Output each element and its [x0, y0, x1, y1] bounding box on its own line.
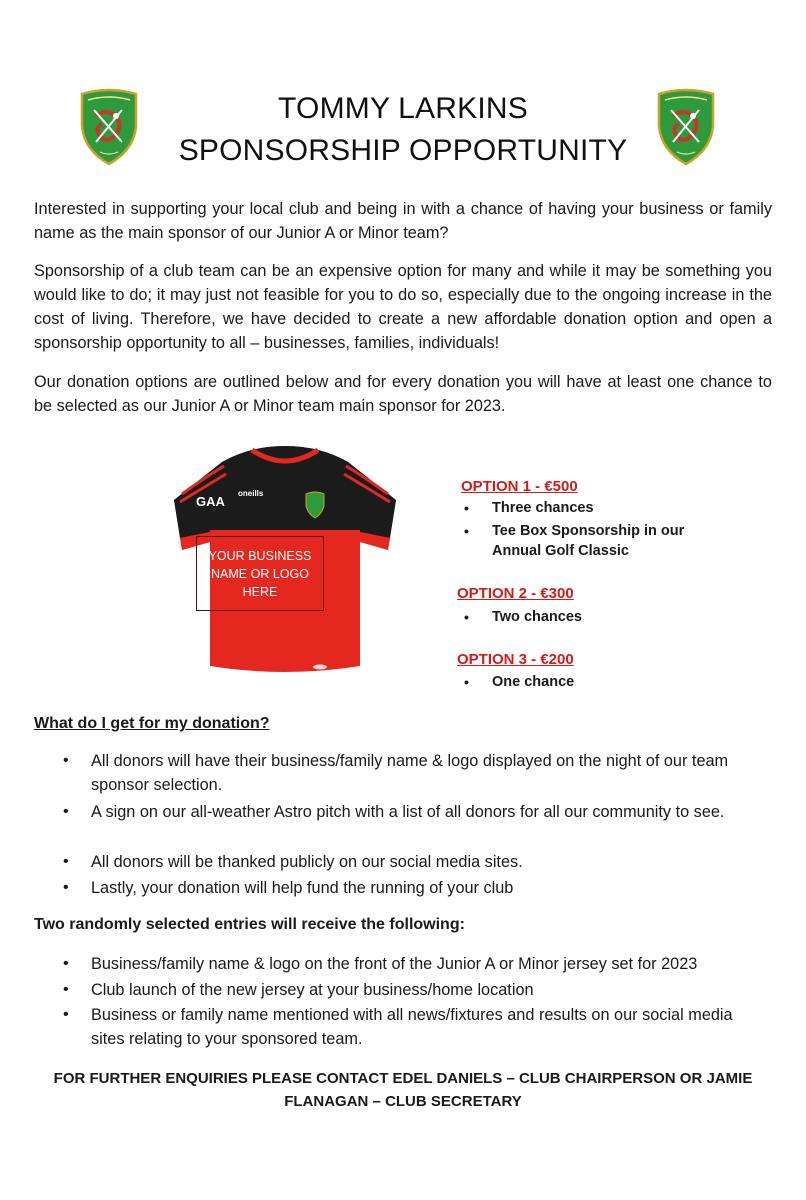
intro-paragraph-2: Sponsorship of a club team can be an expensive option for many and while it may be something you would like to do; it may just not feasible for you to do so, especially due to the ongoing increase in the cost of living. Therefore, we have decided to create a new affordable donation option and open a sponsorship opportunity to all – businesses, families, individuals!	[34, 262, 772, 352]
option-3-title: OPTION 3 - €200	[457, 651, 574, 668]
bullet-icon: •	[63, 1006, 69, 1023]
bullet-icon: •	[63, 752, 69, 769]
bullet-icon: •	[464, 523, 469, 539]
benefit-item: • Lastly, your donation will help fund the running of your club	[91, 876, 771, 900]
benefit-item: • A sign on our all-weather Astro pitch with a list of all donors for all our community to see.	[91, 800, 771, 824]
intro-paragraph-3: Our donation options are outlined below and for every donation you will have at least one chance to be selected as our Junior A or Minor team main sponsor for 2023.	[34, 373, 772, 415]
bullet-icon: •	[63, 879, 69, 896]
bullet-icon: •	[63, 803, 69, 820]
contact-line-2: FLANAGAN – CLUB SECRETARY	[284, 1093, 522, 1110]
bullet-icon: •	[464, 500, 469, 516]
page-title-line-2: SPONSORSHIP OPPORTUNITY	[178, 134, 628, 167]
option-1-title: OPTION 1 - €500	[461, 478, 578, 495]
page-title-line-1: TOMMY LARKINS	[278, 92, 528, 125]
option-1-item-2: • Tee Box Sponsorship in our Annual Golf Classic	[464, 523, 685, 559]
jersey-oneills-logo: oneills	[238, 489, 264, 498]
winner-item: • Business or family name mentioned with all news/fixtures and results on our social media sites relating to your sponsored team.	[91, 1003, 751, 1051]
contact-line-1: FOR FURTHER ENQUIRIES PLEASE CONTACT EDEL DANIELS – CLUB CHAIRPERSON OR JAMIE	[53, 1070, 753, 1087]
bullet-icon: •	[63, 955, 69, 972]
bullet-icon: •	[63, 981, 69, 998]
benefit-item: • All donors will have their business/family name & logo displayed on the night of our team sponsor selection.	[91, 749, 771, 797]
contact-footer	[20, 1067, 786, 1113]
winners-heading: Two randomly selected entries will receive the following:	[34, 916, 465, 933]
bullet-icon: •	[464, 609, 469, 625]
sponsor-logo-placeholder: YOUR BUSINESS NAME OR LOGO HERE	[196, 536, 324, 611]
bullet-icon: •	[63, 853, 69, 870]
option-3-item-1: • One chance	[464, 674, 575, 690]
bullet-icon: •	[464, 674, 469, 690]
winner-item: • Club launch of the new jersey at your business/home location	[91, 978, 771, 1002]
intro-paragraph-1: Interested in supporting your local club and being in with a chance of having your business or family name as the main sponsor of our Junior A or Minor team?	[34, 200, 772, 242]
option-1-item-1: • Three chances	[464, 500, 594, 516]
jersey-gaa-logo: GAA	[196, 494, 225, 509]
benefit-item: • All donors will be thanked publicly on our social media sites.	[91, 850, 771, 874]
winner-item: • Business/family name & logo on the front of the Junior A or Minor jersey set for 2023	[91, 952, 771, 976]
option-2-item-1: • Two chances	[464, 609, 582, 625]
benefits-heading: What do I get for my donation?	[34, 715, 270, 732]
option-2-title: OPTION 2 - €300	[457, 585, 574, 602]
